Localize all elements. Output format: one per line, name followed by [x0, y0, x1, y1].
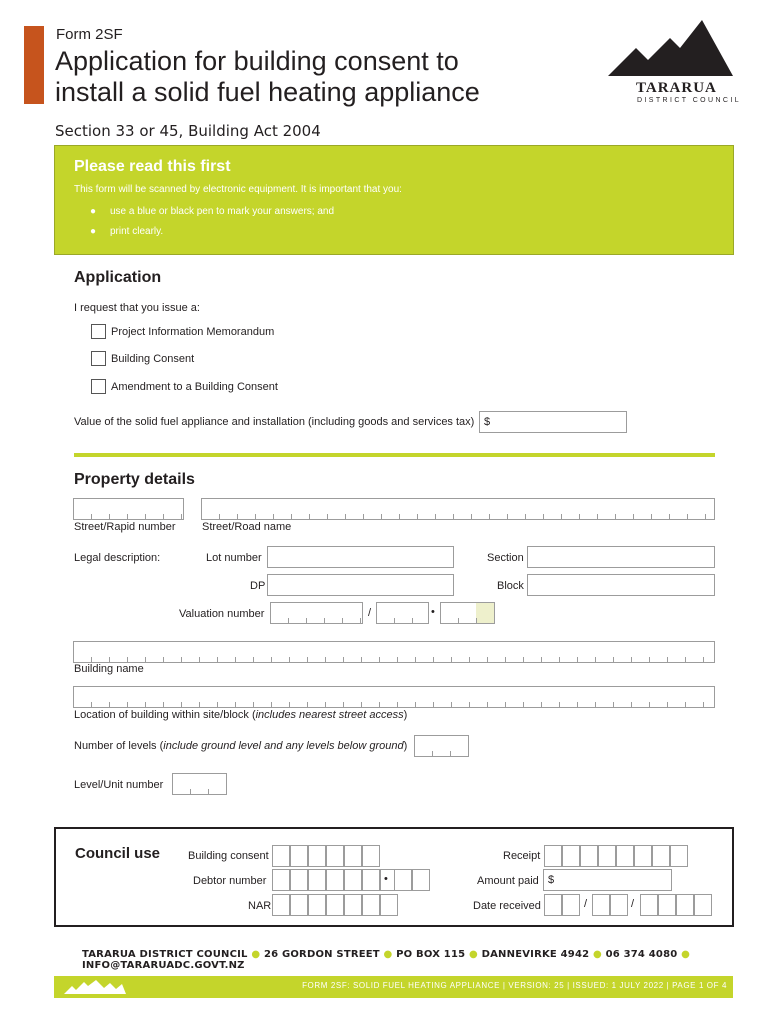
valuation-dot: • [431, 606, 435, 618]
receipt-cells[interactable] [544, 845, 688, 867]
nar-cells[interactable] [272, 894, 398, 916]
valuation-input-part1[interactable] [270, 602, 363, 624]
debtor-number-cells[interactable] [272, 869, 398, 891]
footer-mountain-icon [64, 980, 126, 994]
valuation-input-part3[interactable] [440, 602, 495, 624]
building-name-label: Building name [74, 663, 144, 675]
location-label: Location of building within site/block (includes nearest street access) [74, 709, 408, 721]
dp-input[interactable] [267, 574, 454, 596]
levels-label: Number of levels (include ground level and any levels below ground) [74, 740, 408, 752]
council-use-title: Council use [75, 845, 161, 862]
footer-bar [54, 976, 733, 998]
street-number-label: Street/Rapid number [74, 521, 176, 533]
section-divider [74, 453, 715, 457]
property-heading: Property details [74, 471, 195, 488]
section-input[interactable] [527, 546, 715, 568]
title-line-2: install a solid fuel heating appliance [55, 77, 480, 107]
amount-paid-label: Amount paid [477, 875, 539, 887]
building-consent-cells[interactable] [272, 845, 380, 867]
nar-label: NAR [248, 900, 272, 912]
date-month-cells[interactable] [592, 894, 628, 916]
legal-description-label: Legal description: [74, 552, 161, 564]
date-day-cells[interactable] [544, 894, 580, 916]
notice-bullet-1: ● use a blue or black pen to mark your answers; and [90, 206, 335, 217]
notice-bullet-2: ● print clearly. [90, 226, 164, 237]
header-accent-bar [24, 26, 44, 104]
value-label: Value of the solid fuel appliance and installation (including goods and services tax) [74, 416, 475, 428]
street-number-input[interactable] [73, 498, 184, 520]
debtor-number-label: Debtor number [193, 875, 267, 887]
notice-text: This form will be scanned by electronic equipment. It is important that you: [74, 184, 402, 195]
logo-subtitle: DISTRICT COUNCIL [637, 97, 741, 104]
page-subtitle: Section 33 or 45, Building Act 2004 [55, 122, 321, 140]
notice-title: Please read this first [74, 158, 231, 175]
date-slash-2: / [631, 898, 635, 910]
checkbox-building-consent-label: Building Consent [111, 353, 195, 365]
form-number: Form 2SF [56, 26, 123, 43]
checkbox-pim-label: Project Information Memorandum [111, 326, 275, 338]
street-name-input[interactable] [201, 498, 715, 520]
title-line-1: Application for building consent to [55, 46, 459, 76]
unit-label: Level/Unit number [74, 779, 164, 791]
application-intro: I request that you issue a: [74, 302, 200, 314]
lot-number-input[interactable] [267, 546, 454, 568]
currency-symbol: $ [484, 416, 491, 428]
receipt-label: Receipt [503, 850, 541, 862]
dp-label: DP [250, 580, 266, 592]
checkbox-amendment[interactable] [91, 379, 106, 394]
footer-address: TARARUA DISTRICT COUNCIL ● 26 GORDON STREET ● PO BOX 115 ● DANNEVIRKE 4942 ● 06 374 4080 ● INFO@TARARUADC.GOVT.NZ [82, 949, 691, 971]
valuation-slash: / [368, 607, 372, 619]
lot-number-label: Lot number [206, 552, 262, 564]
location-input[interactable] [73, 686, 715, 708]
application-heading: Application [74, 269, 162, 286]
notice-bullet-text: use a blue or black pen to mark your answers; and [110, 206, 335, 217]
valuation-label: Valuation number [179, 608, 265, 620]
date-year-cells[interactable] [640, 894, 712, 916]
amount-paid-input[interactable] [543, 869, 672, 891]
logo-name: TARARUA [636, 80, 717, 96]
valuation-input-part2[interactable] [376, 602, 429, 624]
checkbox-pim[interactable] [91, 324, 106, 339]
debtor-suffix-cells[interactable] [394, 869, 430, 891]
value-input[interactable] [479, 411, 627, 433]
unit-input[interactable] [172, 773, 227, 795]
checkbox-building-consent[interactable] [91, 351, 106, 366]
page-title [55, 46, 480, 108]
date-slash-1: / [584, 898, 588, 910]
notice-bullet-text: print clearly. [110, 226, 164, 237]
date-received-label: Date received [473, 900, 541, 912]
block-label: Block [497, 580, 524, 592]
levels-input[interactable] [414, 735, 469, 757]
building-name-input[interactable] [73, 641, 715, 663]
block-input[interactable] [527, 574, 715, 596]
building-consent-label: Building consent [188, 850, 269, 862]
section-label: Section [487, 552, 524, 564]
street-name-label: Street/Road name [202, 521, 292, 533]
checkbox-amendment-label: Amendment to a Building Consent [111, 381, 278, 393]
debtor-dot: • [384, 873, 388, 885]
footer-version-info: FORM 2SF: SOLID FUEL HEATING APPLIANCE | VERSION: 25 | ISSUED: 1 JULY 2022 | PAGE 1 OF 4 [302, 981, 727, 990]
amount-currency: $ [548, 874, 555, 886]
